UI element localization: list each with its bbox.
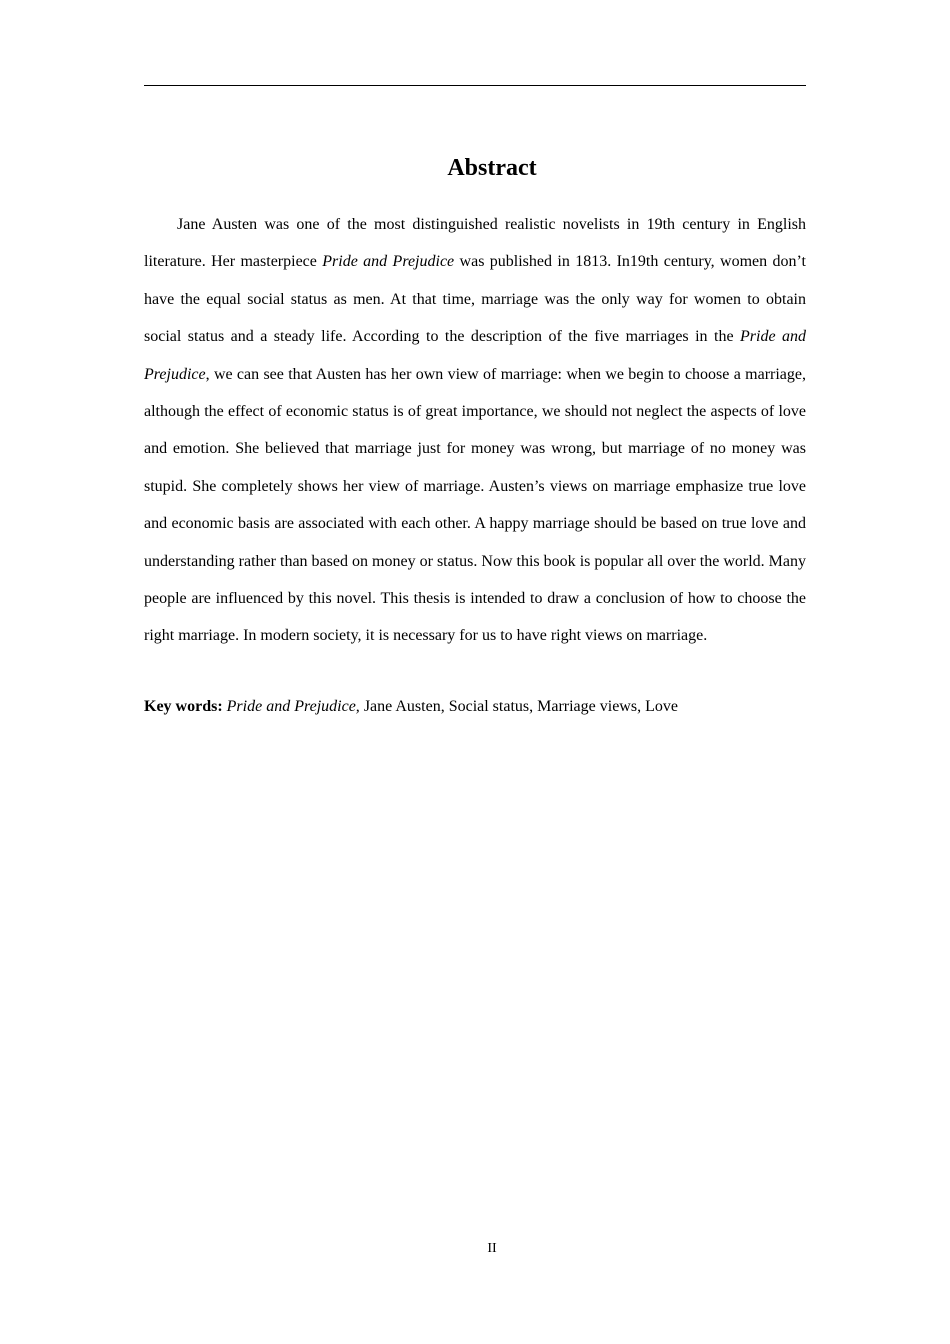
abstract-text-part-3: , we can see that Austen has her own view of marriage: when we begin to choose a marriage, although the effect of economic status is of great importance, we should not neglect the aspects of love and emotion. She believed that marriage just for money was wrong, but marriage of no money was stupid. She completely shows her view of marriage. Austen’s views on marriage emphasize true love and economic basis are associated with each other. A happy marriage should be based on true love and understanding rather than based on money or status. Now this book is popular all over the world. Many people are influenced by this novel. This thesis is intended to draw a conclusion of how to choose the right marriage. In modern society, it is necessary for us to have right views on marriage. [144, 365, 806, 645]
keyword-book-title: Pride and Prejudice, [226, 698, 360, 715]
abstract-paragraph [144, 206, 806, 655]
page-number: II [487, 1241, 497, 1256]
header-rule [144, 85, 806, 86]
keywords-label: Key words: [144, 698, 223, 715]
book-title: Pride and Prejudice [322, 253, 455, 271]
keywords-line [144, 694, 806, 720]
page-title: Abstract [447, 155, 537, 181]
keywords-list: Jane Austen, Social status, Marriage views, Love [363, 698, 678, 715]
abstract-text-part-2: was published in 1813. In19th century, women don’t have the equal social status as men. At that time, marriage was the only way for women to obtain social status and a steady life. According to the description of the five marriages in the [144, 253, 806, 346]
abstract-text-part-1: Jane Austen was one of the most distinguished realistic novelists in 19th century in English literature. Her masterpiece [144, 216, 806, 271]
book-title: Pride and Prejudice [144, 328, 807, 383]
